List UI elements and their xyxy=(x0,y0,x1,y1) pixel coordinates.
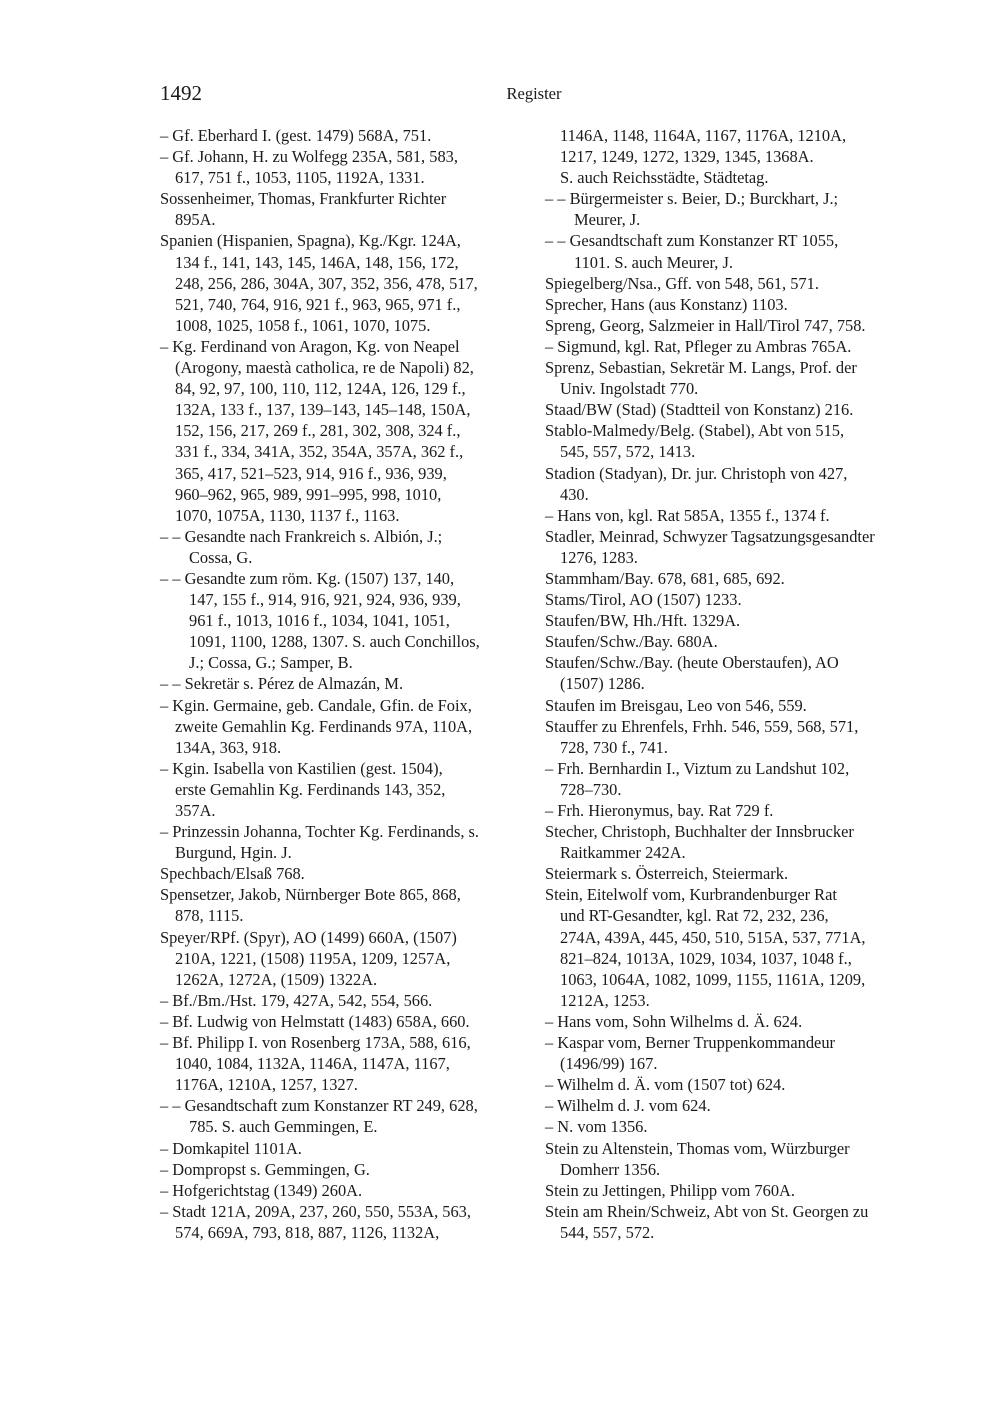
index-line: 1146A, 1148, 1164A, 1167, 1176A, 1210A, xyxy=(560,126,847,145)
index-line: Univ. Ingolstadt 770. xyxy=(560,379,699,399)
index-line: 1276, 1283. xyxy=(560,547,638,567)
index-line: 1217, 1249, 1272, 1329, 1345, 1368A. xyxy=(560,147,814,167)
index-line: – Dompropst s. Gemmingen, G. xyxy=(160,1159,370,1179)
index-line: Sprenz, Sebastian, Sekretär M. Langs, Prof. der xyxy=(545,358,857,378)
index-line: – Hofgerichtstag (1349) 260A. xyxy=(160,1180,363,1200)
index-line: – Wilhelm d. Ä. vom (1507 tot) 624. xyxy=(545,1075,786,1095)
index-line: 544, 557, 572. xyxy=(560,1222,655,1242)
index-line: 1176A, 1210A, 1257, 1327. xyxy=(175,1075,358,1095)
index-line: Meurer, J. xyxy=(574,210,641,230)
index-line: erste Gemahlin Kg. Ferdinands 143, 352, xyxy=(175,779,446,799)
index-line: – Frh. Hieronymus, bay. Rat 729 f. xyxy=(545,801,774,820)
index-line: Spiegelberg/Nsa., Gff. von 548, 561, 571. xyxy=(545,273,819,293)
index-line: – Gf. Eberhard I. (gest. 1479) 568A, 751. xyxy=(160,126,432,145)
index-line: S. auch Reichsstädte, Städtetag. xyxy=(560,168,769,188)
index-line: 728–730. xyxy=(560,779,622,799)
index-line: Stein, Eitelwolf vom, Kurbrandenburger Rat xyxy=(545,885,837,905)
index-line: Sprecher, Hans (aus Konstanz) 1103. xyxy=(545,294,788,314)
index-line: Domherr 1356. xyxy=(560,1159,661,1179)
index-line: – – Bürgermeister s. Beier, D.; Burckhart, J.; xyxy=(545,189,839,209)
index-line: 521, 740, 764, 916, 921 f., 963, 965, 971 f., xyxy=(175,294,461,314)
index-line: Staufen im Breisgau, Leo von 546, 559. xyxy=(545,695,807,715)
index-line: Staufen/Schw./Bay. (heute Oberstaufen), AO xyxy=(545,653,839,673)
index-line: und RT-Gesandter, kgl. Rat 72, 232, 236, xyxy=(560,906,829,926)
index-line: (1507) 1286. xyxy=(560,674,645,694)
index-line: Stein zu Jettingen, Philipp vom 760A. xyxy=(545,1180,795,1200)
index-line: 1091, 1100, 1288, 1307. S. auch Conchillos, xyxy=(189,632,480,652)
index-line: 961 f., 1013, 1016 f., 1034, 1041, 1051, xyxy=(189,611,450,631)
index-line: – Kaspar vom, Berner Truppenkommandeur xyxy=(545,1033,835,1053)
index-line: Stein am Rhein/Schweiz, Abt von St. Georgen zu xyxy=(545,1201,869,1221)
index-line: Staufen/BW, Hh./Hft. 1329A. xyxy=(545,611,741,631)
page-number: 1492 xyxy=(160,81,202,105)
index-line: – – Gesandtschaft zum Konstanzer RT 1055, xyxy=(545,231,839,251)
index-line: Cossa, G. xyxy=(189,547,253,567)
index-line: – Wilhelm d. J. vom 624. xyxy=(545,1096,711,1116)
index-line: – Sigmund, kgl. Rat, Pfleger zu Ambras 765A. xyxy=(545,336,852,356)
index-line: Spensetzer, Jakob, Nürnberger Bote 865, 868, xyxy=(160,885,461,905)
index-line: – – Gesandte zum röm. Kg. (1507) 137, 140, xyxy=(160,568,455,588)
index-line: 960–962, 965, 989, 991–995, 998, 1010, xyxy=(175,484,442,504)
index-line: Stauffer zu Ehrenfels, Frhh. 546, 559, 568, 571, xyxy=(545,716,859,736)
index-line: – Prinzessin Johanna, Tochter Kg. Ferdinands, s. xyxy=(160,822,480,842)
index-line: 1101. S. auch Meurer, J. xyxy=(574,252,733,272)
index-line: 1063, 1064A, 1082, 1099, 1155, 1161A, 1209, xyxy=(560,969,866,989)
index-column-right xyxy=(545,125,915,1243)
index-line: 545, 557, 572, 1413. xyxy=(560,442,696,462)
index-line: Stammham/Bay. 678, 681, 685, 692. xyxy=(545,568,785,588)
index-line: 895A. xyxy=(175,210,216,230)
index-line: Stein zu Altenstein, Thomas vom, Würzburger xyxy=(545,1138,850,1158)
index-line: Burgund, Hgin. J. xyxy=(175,843,292,863)
index-line: – Domkapitel 1101A. xyxy=(160,1138,302,1158)
index-line: 785. S. auch Gemmingen, E. xyxy=(189,1117,378,1137)
index-line: Steiermark s. Österreich, Steiermark. xyxy=(545,864,789,884)
index-line: Stadler, Meinrad, Schwyzer Tagsatzungsgesandter xyxy=(545,526,875,546)
index-line: 248, 256, 286, 304A, 307, 352, 356, 478, 517, xyxy=(175,273,478,293)
index-line: 430. xyxy=(560,484,589,504)
index-line: 1070, 1075A, 1130, 1137 f., 1163. xyxy=(175,505,400,525)
index-line: 147, 155 f., 914, 916, 921, 924, 936, 939, xyxy=(189,590,461,610)
index-line: J.; Cossa, G.; Samper, B. xyxy=(189,653,353,673)
index-line: 1212A, 1253. xyxy=(560,990,650,1010)
index-line: – N. vom 1356. xyxy=(545,1117,648,1137)
index-line: – Frh. Bernhardin I., Viztum zu Landshut 102, xyxy=(545,758,850,778)
index-line: Spreng, Georg, Salzmeier in Hall/Tirol 747, 758. xyxy=(545,315,866,335)
index-line: Speyer/RPf. (Spyr), AO (1499) 660A, (1507) xyxy=(160,927,457,947)
index-line: (1496/99) 167. xyxy=(560,1054,658,1074)
index-line: 357A. xyxy=(175,801,216,820)
index-line: – – Gesandtschaft zum Konstanzer RT 249, 628, xyxy=(160,1096,478,1116)
index-line: Sossenheimer, Thomas, Frankfurter Richter xyxy=(160,189,447,209)
index-line: 1262A, 1272A, (1509) 1322A. xyxy=(175,969,378,989)
index-line: 210A, 1221, (1508) 1195A, 1209, 1257A, xyxy=(175,948,451,968)
index-line: – Bf. Philipp I. von Rosenberg 173A, 588, 616, xyxy=(160,1033,471,1053)
index-line: 134 f., 141, 143, 145, 146A, 148, 156, 172, xyxy=(175,252,459,272)
index-line: zweite Gemahlin Kg. Ferdinands 97A, 110A, xyxy=(175,716,473,736)
index-line: 331 f., 334, 341A, 352, 354A, 357A, 362 f., xyxy=(175,442,464,462)
index-line: – Hans vom, Sohn Wilhelms d. Ä. 624. xyxy=(545,1011,803,1031)
index-line: – – Sekretär s. Pérez de Almazán, M. xyxy=(160,674,404,694)
index-line: – Hans von, kgl. Rat 585A, 1355 f., 1374 f. xyxy=(545,505,830,525)
index-line: 617, 751 f., 1053, 1105, 1192A, 1331. xyxy=(175,168,425,188)
index-line: – Bf./Bm./Hst. 179, 427A, 542, 554, 566. xyxy=(160,990,433,1010)
index-line: 84, 92, 97, 100, 110, 112, 124A, 126, 129 f., xyxy=(175,379,466,399)
index-line: – Kgin. Germaine, geb. Candale, Gfin. de Foix, xyxy=(160,695,472,715)
index-line: 134A, 363, 918. xyxy=(175,737,282,757)
index-line: 728, 730 f., 741. xyxy=(560,737,668,757)
index-line: 878, 1115. xyxy=(175,906,244,926)
index-line: – Kgin. Isabella von Kastilien (gest. 1504), xyxy=(160,758,443,778)
index-line: Spanien (Hispanien, Spagna), Kg./Kgr. 124A, xyxy=(160,231,461,251)
index-line: 821–824, 1013A, 1029, 1034, 1037, 1048 f., xyxy=(560,948,852,968)
index-line: Raitkammer 242A. xyxy=(560,843,686,863)
index-line: 365, 417, 521–523, 914, 916 f., 936, 939, xyxy=(175,463,447,483)
running-title: Register xyxy=(506,84,562,103)
index-line: – Gf. Johann, H. zu Wolfegg 235A, 581, 583, xyxy=(160,147,458,167)
index-line: 574, 669A, 793, 818, 887, 1126, 1132A, xyxy=(175,1222,440,1242)
index-line: (Arogony, maestà catholica, re de Napoli) 82, xyxy=(175,358,474,378)
index-line: 274A, 439A, 445, 450, 510, 515A, 537, 771A, xyxy=(560,927,866,947)
index-line: 152, 156, 217, 269 f., 281, 302, 308, 324 f., xyxy=(175,421,461,441)
index-line: Stecher, Christoph, Buchhalter der Innsbrucker xyxy=(545,822,854,842)
index-line: 132A, 133 f., 137, 139–143, 145–148, 150A, xyxy=(175,400,471,420)
index-line: Stadion (Stadyan), Dr. jur. Christoph von 427, xyxy=(545,463,848,483)
index-line: – Stadt 121A, 209A, 237, 260, 550, 553A, 563, xyxy=(160,1201,471,1221)
index-line: Spechbach/Elsaß 768. xyxy=(160,864,305,884)
index-line: – Bf. Ludwig von Helmstatt (1483) 658A, 660. xyxy=(160,1011,470,1031)
index-line: – – Gesandte nach Frankreich s. Albión, J.; xyxy=(160,526,443,546)
index-line: 1008, 1025, 1058 f., 1061, 1070, 1075. xyxy=(175,315,431,335)
index-column-left xyxy=(160,125,528,1243)
index-line: 1040, 1084, 1132A, 1146A, 1147A, 1167, xyxy=(175,1054,450,1074)
index-line: Staufen/Schw./Bay. 680A. xyxy=(545,632,718,652)
index-line: Stams/Tirol, AO (1507) 1233. xyxy=(545,590,742,610)
index-line: Stablo-Malmedy/Belg. (Stabel), Abt von 515, xyxy=(545,421,845,441)
index-line: Staad/BW (Stad) (Stadtteil von Konstanz) 216. xyxy=(545,400,854,420)
index-line: – Kg. Ferdinand von Aragon, Kg. von Neapel xyxy=(160,336,460,356)
